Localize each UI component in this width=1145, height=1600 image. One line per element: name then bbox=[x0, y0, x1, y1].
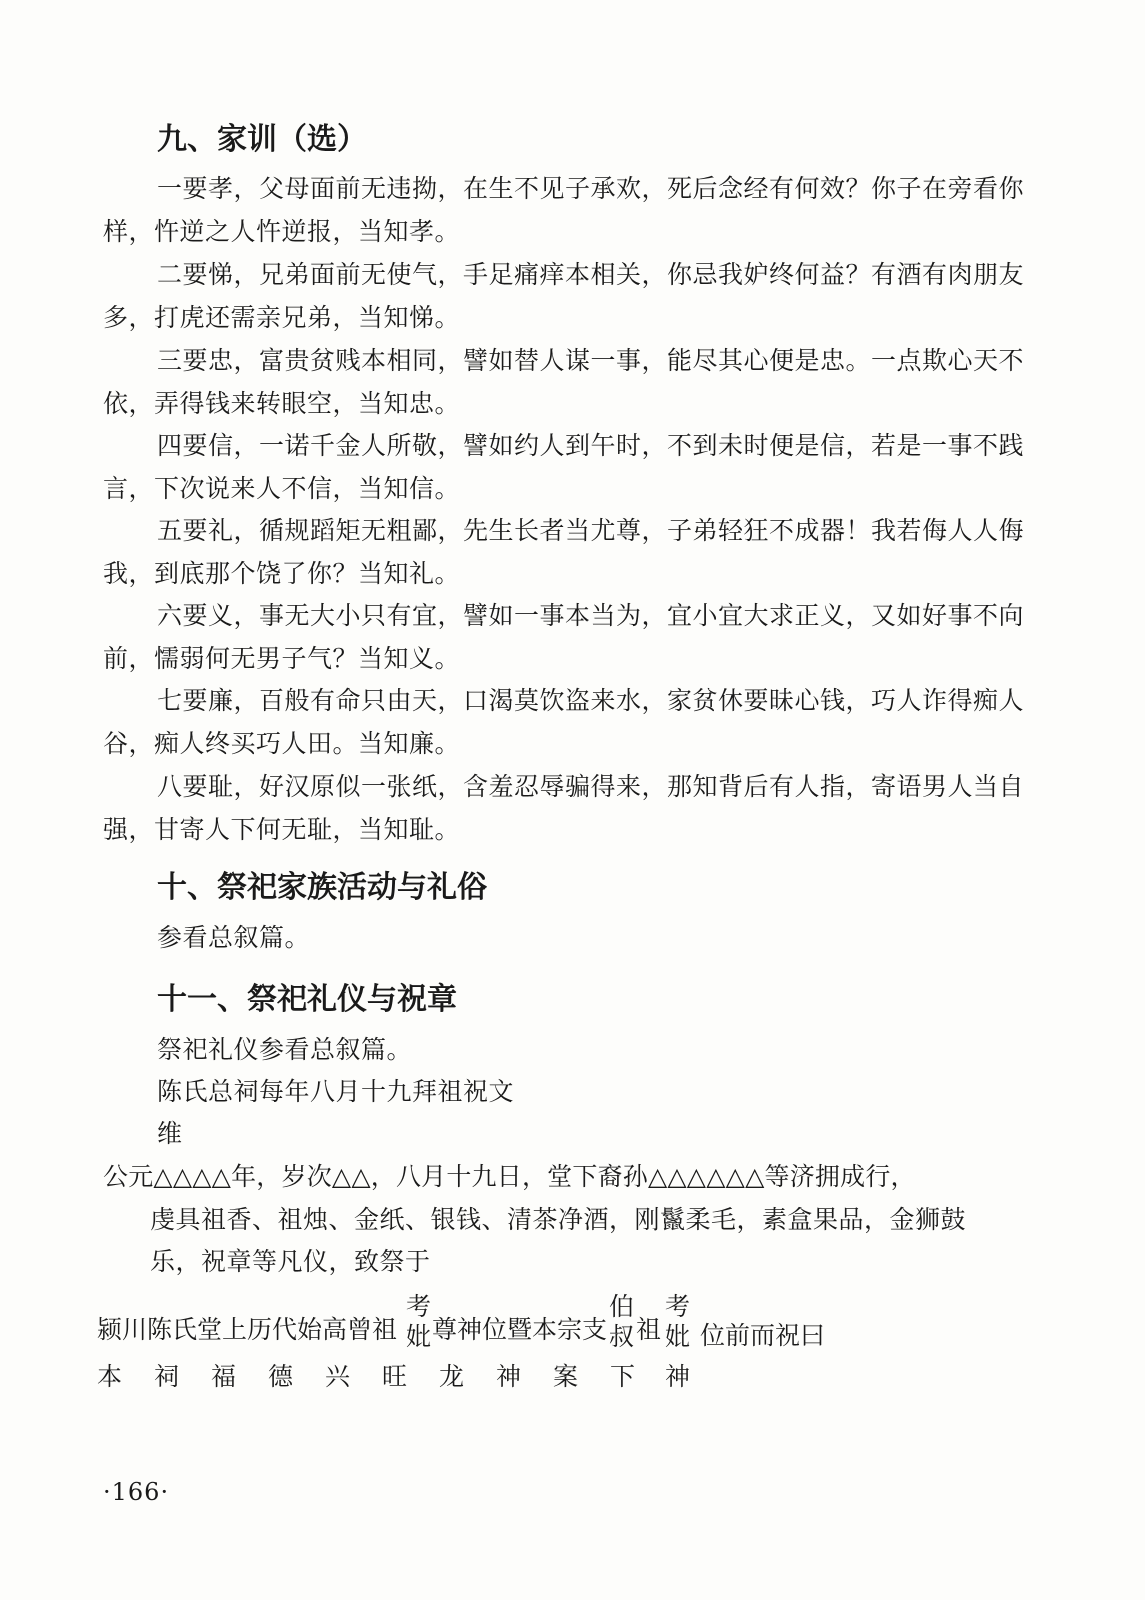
spaced-char: 神 bbox=[665, 1362, 691, 1391]
prayer-offerings-line: 虔具祖香、祖烛、金纸、银钱、清茶净酒，刚鬣柔毛，素盒果品，金狮鼓 bbox=[150, 1205, 967, 1234]
prayer-title: 陈氏总祠每年八月十九拜祖祝文 bbox=[157, 1077, 515, 1106]
spaced-char: 祠 bbox=[154, 1362, 180, 1391]
section-11-heading: 十一、祭祀礼仪与祝章 bbox=[157, 982, 457, 1017]
ritual-reference-line: 祭祀礼仪参看总叙篇。 bbox=[157, 1035, 413, 1064]
paragraph-filial: 一要孝，父母面前无违拗，在生不见子承欢，死后念经有何效？你子在旁看你样，忤逆之人忤逆报，当知孝。 bbox=[103, 174, 1025, 246]
spaced-char: 龙 bbox=[439, 1362, 465, 1391]
dedication-part-3: 祖 bbox=[636, 1315, 662, 1344]
stack-kao-bi-1: 考 妣 bbox=[406, 1292, 432, 1351]
spaced-char: 神 bbox=[496, 1362, 522, 1391]
stack-kao-bi-2: 考 妣 bbox=[665, 1292, 691, 1351]
paragraph-shame: 八要耻，好汉原似一张纸，含羞忍辱骗得来，那知背后有人指，寄语男人当自强，甘寄人下何无耻，当知耻。 bbox=[103, 772, 1025, 844]
section-10-text: 参看总叙篇。 bbox=[157, 923, 311, 952]
paragraph-courtesy: 五要礼，循规蹈矩无粗鄙，先生长者当尤尊，子弟轻狂不成器！我若侮人人侮我，到底那个饶了你？当知礼。 bbox=[103, 516, 1025, 588]
section-10-heading: 十、祭祀家族活动与礼俗 bbox=[157, 870, 487, 905]
spaced-char: 本 bbox=[97, 1362, 123, 1391]
prayer-opening-wei: 维 bbox=[157, 1119, 183, 1148]
page-number: ·166· bbox=[103, 1478, 170, 1506]
paragraph-integrity: 七要廉，百般有命只由天，口渴莫饮盗来水，家贫休要昧心钱，巧人诈得痴人谷，痴人终买巧人田。当知廉。 bbox=[103, 686, 1025, 758]
paragraph-trust: 四要信，一诺千金人所敬，譬如约人到午时，不到未时便是信，若是一事不践言，下次说来人不信，当知信。 bbox=[103, 431, 1025, 503]
spaced-char: 旺 bbox=[382, 1362, 408, 1391]
spaced-char: 下 bbox=[610, 1362, 636, 1391]
spaced-char: 案 bbox=[553, 1362, 579, 1391]
dedication-part-1: 颍川陈氏堂上历代始高曾祖 bbox=[97, 1315, 398, 1344]
dedication-part-2: 尊神位暨本宗支 bbox=[432, 1315, 608, 1344]
section-9-heading: 九、家训（选） bbox=[157, 122, 367, 157]
spaced-deities-line bbox=[97, 1357, 697, 1397]
spaced-char: 兴 bbox=[325, 1362, 351, 1391]
dedication-part-4: 位前而祝曰 bbox=[700, 1321, 826, 1350]
spaced-char: 福 bbox=[211, 1362, 237, 1391]
paragraph-righteousness: 六要义，事无大小只有宜，譬如一事本当为，宜小宜大求正义，又如好事不向前，懦弱何无男子气？当知义。 bbox=[103, 601, 1025, 673]
spaced-char: 德 bbox=[268, 1362, 294, 1391]
paragraph-loyalty: 三要忠，富贵贫贱本相同，譬如替人谋一事，能尽其心便是忠。一点欺心天不依，弄得钱来转眼空，当知忠。 bbox=[103, 346, 1025, 418]
paragraph-brotherly: 二要悌，兄弟面前无使气，手足痛痒本相关，你忌我妒终何益？有酒有肉朋友多，打虎还需亲兄弟，当知悌。 bbox=[103, 260, 1025, 332]
prayer-date-line: 公元△△△△年，岁次△△，八月十九日，堂下裔孙△△△△△△等济拥成行， bbox=[103, 1162, 916, 1191]
stack-bo-shu: 伯 叔 bbox=[609, 1292, 635, 1351]
prayer-offerings-line-2: 乐，祝章等凡仪，致祭于 bbox=[150, 1247, 431, 1276]
